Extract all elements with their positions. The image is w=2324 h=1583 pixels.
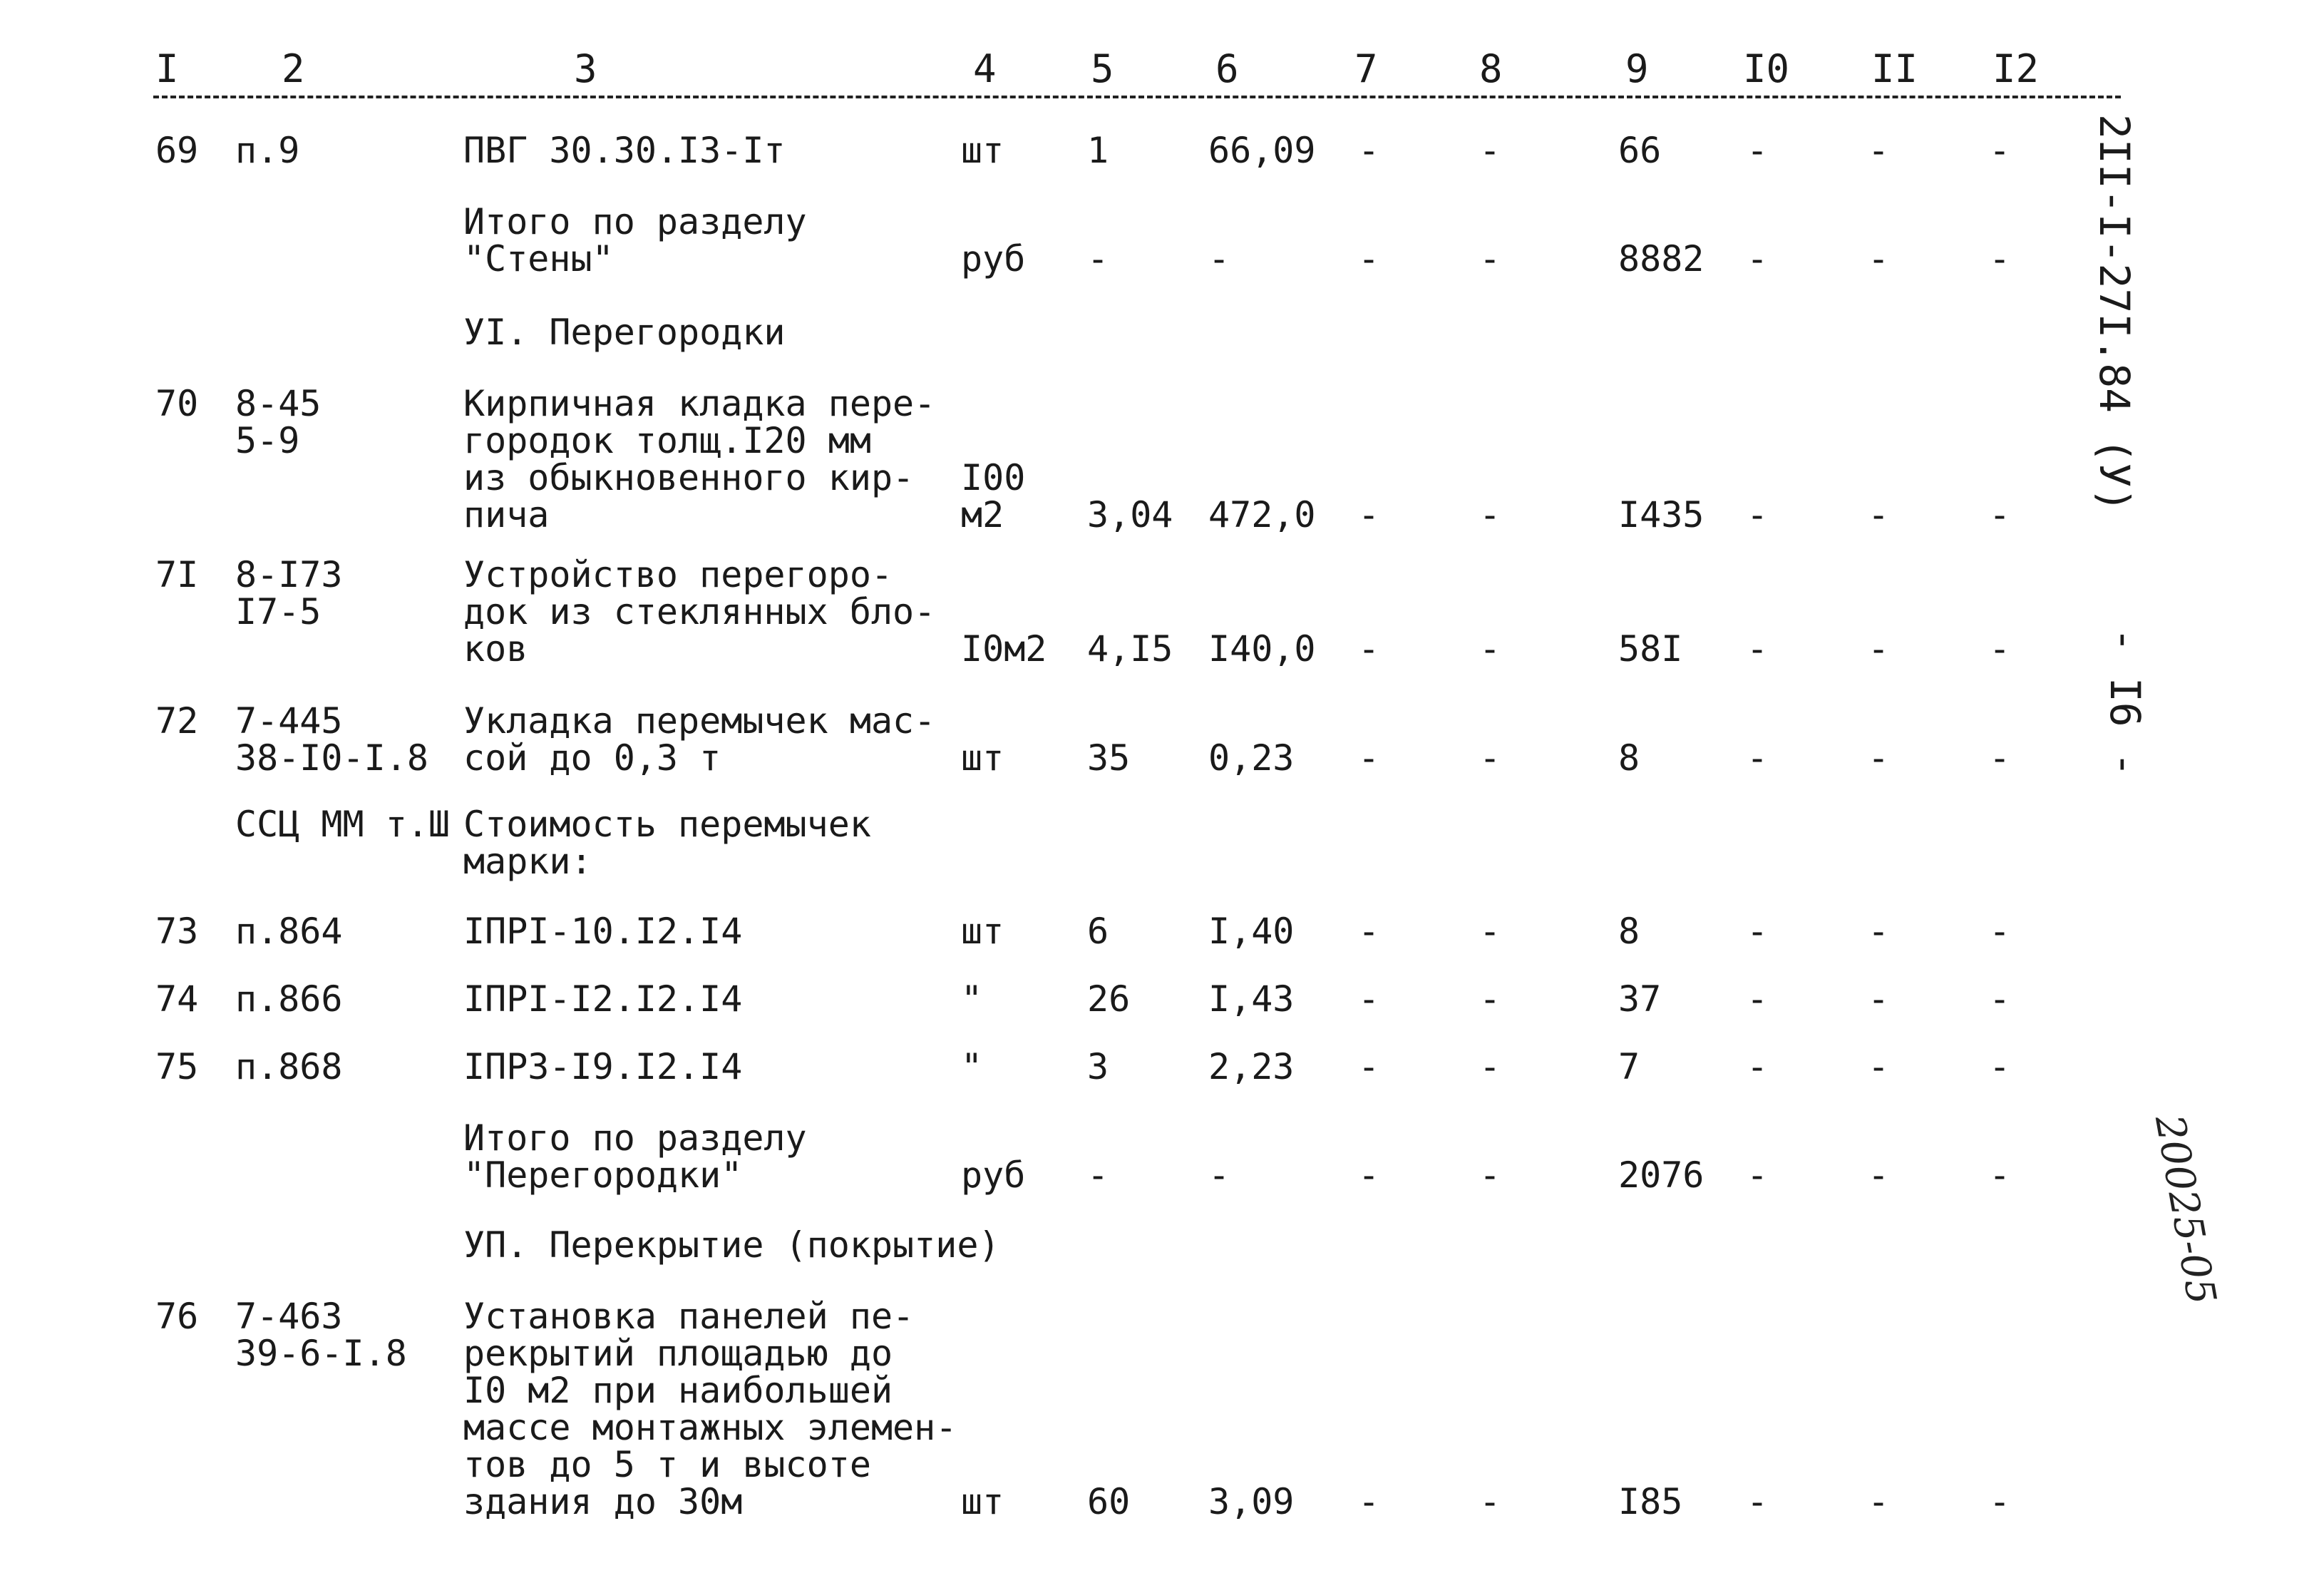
value-c6: I,43 [1208, 978, 1295, 1020]
row-number: 70 [155, 383, 199, 424]
header-col-7: 7 [1354, 46, 1378, 91]
item-name: рекрытий площадью до [463, 1333, 893, 1374]
value-c10: - [1747, 1046, 1769, 1087]
value-c10: - [1747, 628, 1769, 670]
value-c12: - [1989, 1046, 2011, 1087]
value-c7: - [1358, 1481, 1380, 1522]
header-col-10: I0 [1743, 46, 1790, 91]
value-c8: - [1479, 911, 1501, 952]
section-heading: УI. Перегородки [463, 312, 786, 353]
value-c10: - [1747, 737, 1769, 779]
value-c7: - [1358, 130, 1380, 171]
item-name: сой до 0,3 т [463, 737, 721, 779]
value-c5: 4,I5 [1087, 628, 1173, 670]
item-name: IПРI-I2.I2.I4 [463, 978, 743, 1020]
unit: шт [961, 911, 1004, 952]
value-c6: 2,23 [1208, 1046, 1295, 1087]
norm-reference: п.9 [235, 130, 300, 171]
norm-reference: 8-45 [235, 383, 322, 424]
value-c11: - [1868, 978, 1890, 1020]
value-c6: 0,23 [1208, 737, 1295, 779]
value-c10: - [1747, 911, 1769, 952]
value-c7: - [1358, 238, 1380, 280]
unit: руб [961, 238, 1026, 280]
value-c5: 6 [1087, 911, 1109, 952]
value-c5: 3,04 [1087, 494, 1173, 536]
item-name: IПРI-10.I2.I4 [463, 911, 743, 952]
value-c6: I,40 [1208, 911, 1295, 952]
value-c12: - [1989, 1154, 2011, 1196]
item-name: тов до 5 т и высоте [463, 1444, 871, 1485]
norm-reference: 7-463 [235, 1296, 343, 1337]
value-c6: 3,09 [1208, 1481, 1295, 1522]
value-c10: - [1747, 130, 1769, 171]
norm-reference: I7-5 [235, 591, 322, 632]
section-heading: УП. Перекрытие (покрытие) [463, 1224, 1000, 1266]
value-c12: - [1989, 911, 2011, 952]
item-name: Кирпичная кладка пере- [463, 383, 936, 424]
item-name: док из стеклянных бло- [463, 591, 936, 632]
header-divider [153, 96, 2121, 98]
value-c6: - [1208, 238, 1230, 280]
value-c6: 472,0 [1208, 494, 1316, 536]
value-c11: - [1868, 1154, 1890, 1196]
value-c7: - [1358, 1046, 1380, 1087]
value-c11: - [1868, 1481, 1890, 1522]
value-c11: - [1868, 911, 1890, 952]
item-name: Итого по разделу [463, 1117, 807, 1159]
value-c9: I435 [1618, 494, 1705, 536]
value-c8: - [1479, 1154, 1501, 1196]
item-name: Итого по разделу [463, 201, 807, 242]
value-c8: - [1479, 737, 1501, 779]
item-name: марки: [463, 841, 592, 882]
norm-reference: 38-I0-I.8 [235, 737, 428, 779]
item-name: пича [463, 494, 550, 536]
item-name: IПР3-I9.I2.I4 [463, 1046, 743, 1087]
value-c9: 8882 [1618, 238, 1705, 280]
value-c12: - [1989, 238, 2011, 280]
row-number: 74 [155, 978, 199, 1020]
value-c7: - [1358, 911, 1380, 952]
unit: шт [961, 1481, 1004, 1522]
unit: I0м2 [961, 628, 1047, 670]
header-col-2: 2 [282, 46, 305, 91]
value-c5: 26 [1087, 978, 1131, 1020]
value-c7: - [1358, 1154, 1380, 1196]
value-c7: - [1358, 737, 1380, 779]
header-col-12: I2 [1993, 46, 2040, 91]
value-c6: 66,09 [1208, 130, 1316, 171]
unit: " [961, 978, 983, 1020]
value-c5: 60 [1087, 1481, 1131, 1522]
value-c10: - [1747, 1481, 1769, 1522]
header-col-3: 3 [574, 46, 597, 91]
unit: " [961, 1046, 983, 1087]
value-c5: 1 [1087, 130, 1109, 171]
norm-reference: ССЦ ММ т.Ш [235, 804, 451, 845]
value-c12: - [1989, 978, 2011, 1020]
item-name: Стоимость перемычек [463, 804, 871, 845]
row-number: 7I [155, 554, 199, 595]
norm-reference: 8-I73 [235, 554, 343, 595]
value-c10: - [1747, 494, 1769, 536]
value-c8: - [1479, 494, 1501, 536]
value-c9: I85 [1618, 1481, 1683, 1522]
norm-reference: 5-9 [235, 420, 300, 461]
value-c8: - [1479, 628, 1501, 670]
header-col-9: 9 [1625, 46, 1649, 91]
item-name: массе монтажных элемен- [463, 1407, 957, 1448]
header-col-1: I [155, 46, 179, 91]
norm-reference: п.864 [235, 911, 343, 952]
value-c11: - [1868, 130, 1890, 171]
unit: шт [961, 737, 1004, 779]
value-c9: 66 [1618, 130, 1662, 171]
header-col-6: 6 [1215, 46, 1239, 91]
row-number: 75 [155, 1046, 199, 1087]
value-c12: - [1989, 494, 2011, 536]
unit: I00 [961, 457, 1026, 498]
value-c10: - [1747, 978, 1769, 1020]
value-c11: - [1868, 238, 1890, 280]
value-c9: 8 [1618, 911, 1640, 952]
value-c7: - [1358, 978, 1380, 1020]
value-c6: - [1208, 1154, 1230, 1196]
value-c8: - [1479, 238, 1501, 280]
item-name: из обыкновенного кир- [463, 457, 915, 498]
header-col-8: 8 [1479, 46, 1503, 91]
norm-reference: п.868 [235, 1046, 343, 1087]
row-number: 69 [155, 130, 199, 171]
norm-reference: 7-445 [235, 700, 343, 742]
value-c8: - [1479, 1046, 1501, 1087]
value-c7: - [1358, 494, 1380, 536]
header-col-4: 4 [973, 46, 997, 91]
unit: руб [961, 1154, 1026, 1196]
page-number: - I6 - [2101, 627, 2149, 777]
item-name: здания до 30м [463, 1481, 743, 1522]
document-code: 2II-I-27I.84 (У) [2090, 114, 2139, 513]
item-name: "Перегородки" [463, 1154, 743, 1196]
value-c5: 35 [1087, 737, 1131, 779]
header-col-11: II [1871, 46, 1918, 91]
value-c11: - [1868, 1046, 1890, 1087]
value-c8: - [1479, 1481, 1501, 1522]
value-c5: 3 [1087, 1046, 1109, 1087]
header-col-5: 5 [1091, 46, 1114, 91]
value-c9: 7 [1618, 1046, 1640, 1087]
value-c9: 58I [1618, 628, 1683, 670]
item-name: "Стены" [463, 238, 614, 280]
value-c7: - [1358, 628, 1380, 670]
value-c11: - [1868, 494, 1890, 536]
item-name: Устройство перегоро- [463, 554, 893, 595]
norm-reference: 39-6-I.8 [235, 1333, 407, 1374]
item-name: Установка панелей пе- [463, 1296, 915, 1337]
value-c12: - [1989, 130, 2011, 171]
row-number: 73 [155, 911, 199, 952]
value-c8: - [1479, 130, 1501, 171]
value-c12: - [1989, 1481, 2011, 1522]
value-c5: - [1087, 1154, 1109, 1196]
norm-reference: п.866 [235, 978, 343, 1020]
value-c9: 8 [1618, 737, 1640, 779]
item-name: ПВГ 30.30.I3-Iт [463, 130, 786, 171]
item-name: Укладка перемычек мас- [463, 700, 936, 742]
item-name: I0 м2 при наибольшей [463, 1370, 893, 1411]
row-number: 72 [155, 700, 199, 742]
row-number: 76 [155, 1296, 199, 1337]
value-c12: - [1989, 737, 2011, 779]
value-c6: I40,0 [1208, 628, 1316, 670]
unit: шт [961, 130, 1004, 171]
value-c5: - [1087, 238, 1109, 280]
value-c11: - [1868, 628, 1890, 670]
value-c12: - [1989, 628, 2011, 670]
handwritten-note: 20025-05 [2146, 1111, 2225, 1308]
value-c9: 2076 [1618, 1154, 1705, 1196]
value-c8: - [1479, 978, 1501, 1020]
item-name: городок толщ.I20 мм [463, 420, 871, 461]
unit: м2 [961, 494, 1004, 536]
value-c10: - [1747, 1154, 1769, 1196]
value-c10: - [1747, 238, 1769, 280]
value-c9: 37 [1618, 978, 1662, 1020]
value-c11: - [1868, 737, 1890, 779]
item-name: ков [463, 628, 528, 670]
